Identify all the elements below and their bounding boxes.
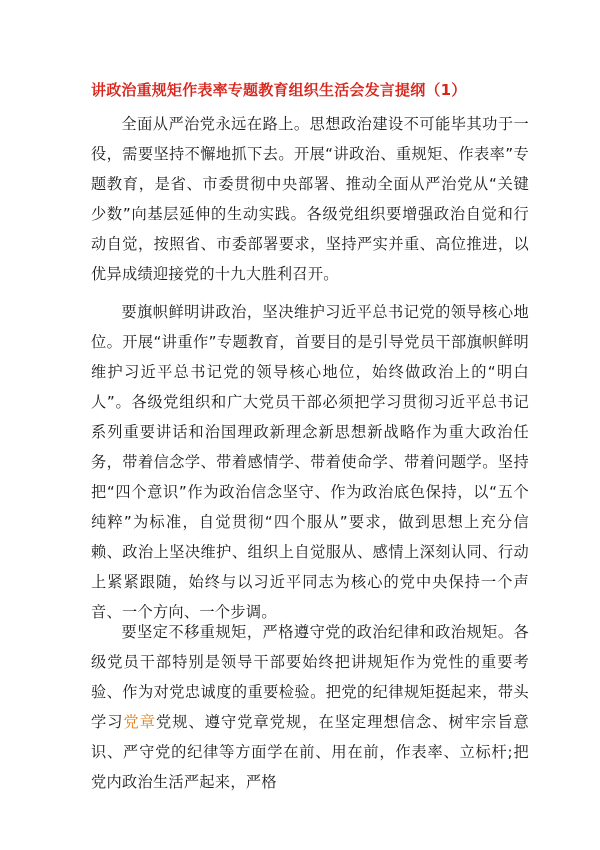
paragraph-1: 全面从严治党永远在路上。思想政治建设不可能毕其功于一役，需要坚持不懈地抓下去。开展“讲政治、重规矩、作表率”专题教育，是省、市委贯彻中央部署、推动全面从严治党从“关键少数”向基层延伸的生动实践。各级党组织要增强政治自觉和行动自觉，按照省、市委部署要求，坚持严实并重、高位推进，以优异成绩迎接党的十九大胜利召开。 [91,115,529,283]
paragraph-3-text-after: 党规、遵守党章党规，在坚定理想信念、树牢宗旨意识、严守党的纪律等方面学在前、用在前，作表率、立标杆;把党内政治生活严起来，严格 [91,713,529,791]
document-title: 讲政治重规矩作表率专题教育组织生活会发言提纲（1） [91,81,467,99]
party-constitution-link[interactable]: 党章 [123,713,156,731]
paragraph-2: 要旗帜鲜明讲政治，坚决维护习近平总书记党的领导核心地位。开展“讲重作”专题教育，首要目的是引导党员干部旗帜鲜明维护习近平总书记党的领导核心地位，始终做政治上的“明白人”。各级党组织和广大党员干部必须把学习贯彻习近平总书记系列重要讲话和治国理政新理念新思想新战略作为重大政治任务，带着信念学、带着感情学、带着使命学、带着问题学。坚持把“四个意识”作为政治信念坚守、作为政治底色保持，以“五个纯粹”为标准，自觉贯彻“四个服从”要求，做到思想上充分信赖、政治上坚决维护、组织上自觉服从、感情上深刻认同、行动上紧紧跟随，始终与以习近平同志为核心的党中央保持一个声音、一个方向、一个步调。 [91,303,529,621]
paragraph-3 [91,617,529,797]
paragraph-3-text-before: 要坚定不移重规矩，严格遵守党的政治纪律和政治规矩。各级党员干部特别是领导干部要始终把讲规矩作为党性的重要考验、作为对党忠诚度的重要检验。把党的纪律规矩挺起来，带头学习 [91,623,529,731]
